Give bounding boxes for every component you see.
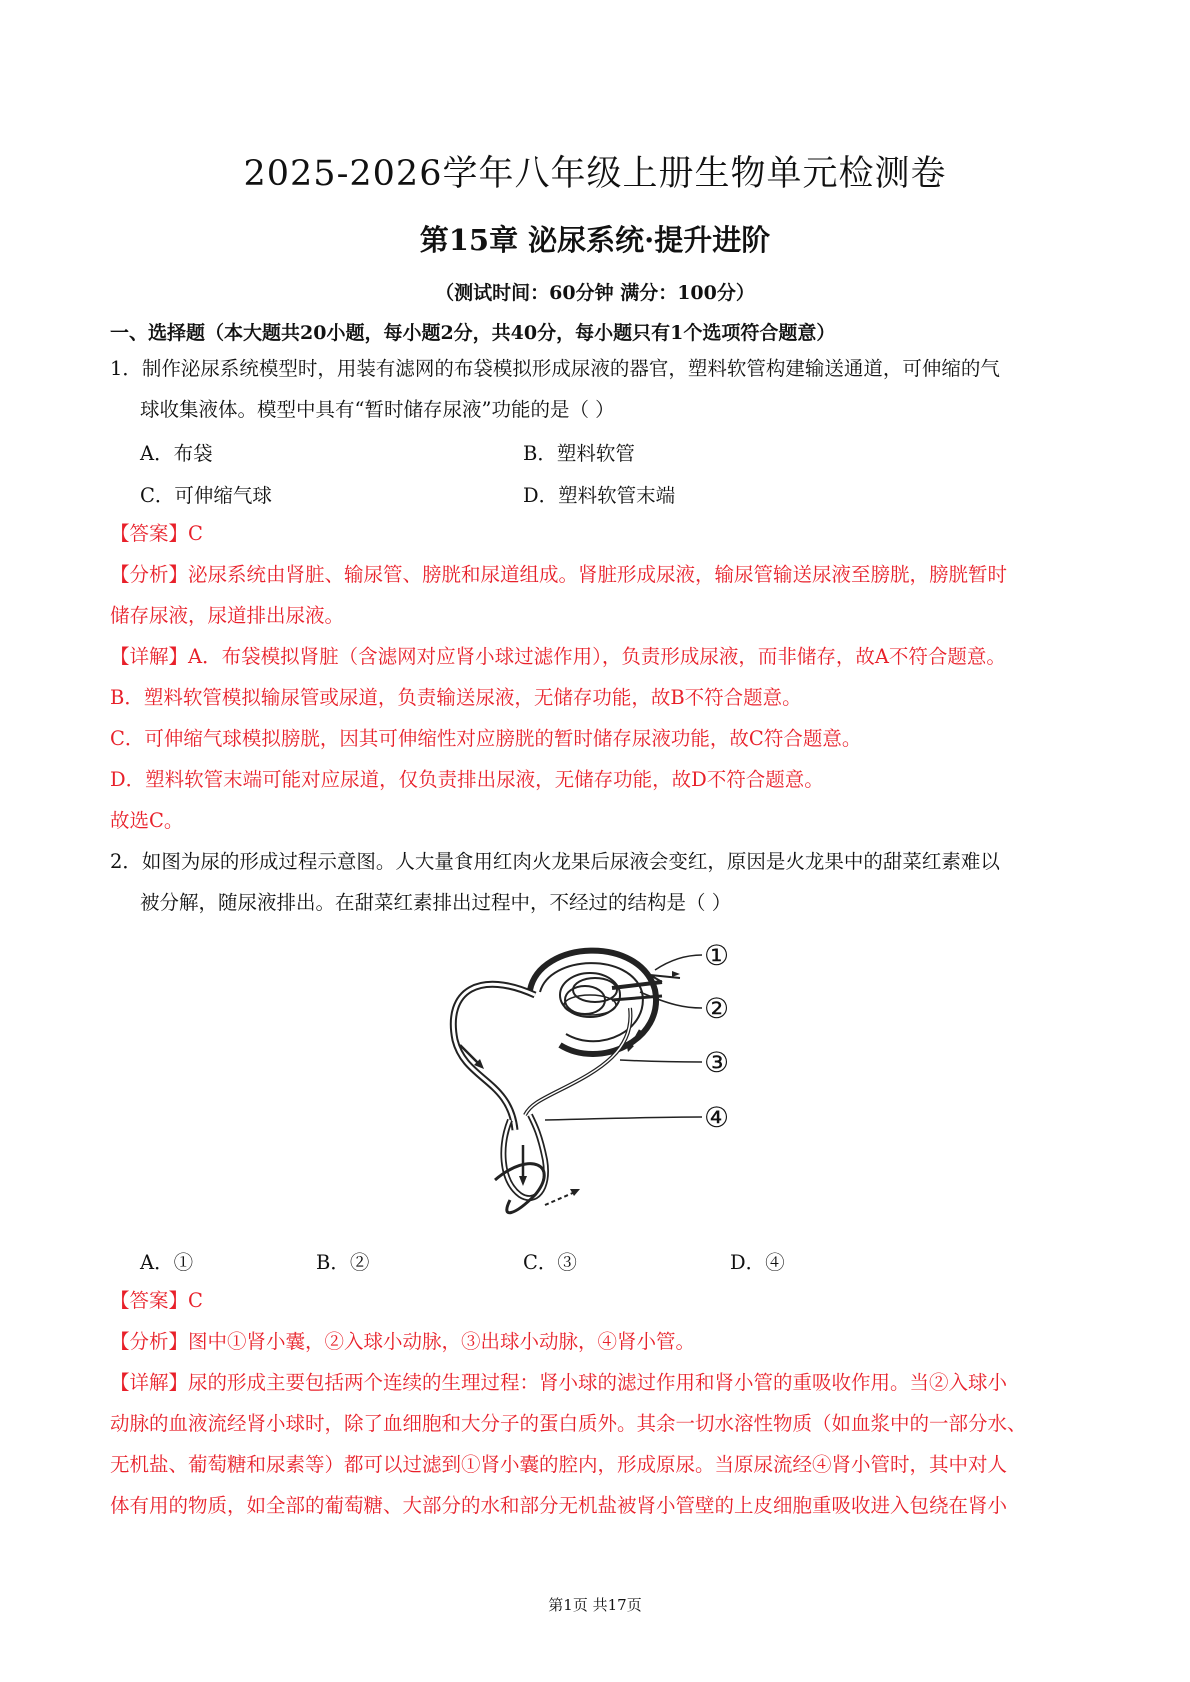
q2-option-c: C．③ bbox=[523, 1251, 577, 1274]
q2-option-d: D．④ bbox=[730, 1251, 785, 1274]
q1-option-c: C．可伸缩气球 bbox=[140, 484, 272, 507]
q1-detail-line3: C．可伸缩气球模拟膀胱，因其可伸缩性对应膀胱的暂时储存尿液功能，故C符合题意。 bbox=[110, 727, 862, 750]
page-title: 2025-2026学年八年级上册生物单元检测卷 bbox=[243, 154, 947, 194]
figure-label-4: ④ bbox=[704, 1101, 730, 1134]
exam-info: （测试时间：60分钟 满分：100分） bbox=[435, 282, 755, 304]
q1-option-d: D．塑料软管末端 bbox=[523, 484, 676, 507]
figure-label-1: ① bbox=[704, 939, 730, 972]
q2-detail-line2: 动脉的血液流经肾小球时，除了血细胞和大分子的蛋白质外。其余一切水溶性物质（如血浆中的一部分水、 bbox=[110, 1412, 1027, 1435]
section-heading: 一、选择题（本大题共20小题，每小题2分，共40分，每小题只有1个选项符合题意） bbox=[110, 322, 836, 344]
q1-analysis-line1: 【分析】泌尿系统由肾脏、输尿管、膀胱和尿道组成。肾脏形成尿液，输尿管输送尿液至膀胱，膀胱暂时 bbox=[110, 563, 1008, 586]
q1-detail-line4: D．塑料软管末端可能对应尿道，仅负责排出尿液，无储存功能，故D不符合题意。 bbox=[110, 768, 824, 791]
q1-answer: 【答案】C bbox=[110, 522, 203, 545]
q1-option-b: B．塑料软管 bbox=[523, 442, 635, 465]
q1-option-a: A．布袋 bbox=[140, 442, 213, 465]
q1-detail-line2: B．塑料软管模拟输尿管或尿道，负责输送尿液，无储存功能，故B不符合题意。 bbox=[110, 686, 802, 709]
q1-analysis-line2: 储存尿液，尿道排出尿液。 bbox=[110, 604, 345, 627]
q2-answer: 【答案】C bbox=[110, 1289, 203, 1312]
q1-conclusion: 故选C。 bbox=[110, 809, 184, 832]
q2-detail-line3: 无机盐、葡萄糖和尿素等）都可以过滤到①肾小囊的腔内，形成原尿。当原尿流经④肾小管时，其中对人 bbox=[110, 1453, 1008, 1476]
page-footer: 第1页 共17页 bbox=[548, 1596, 642, 1614]
q2-option-a: A．① bbox=[140, 1251, 194, 1274]
q2-stem-line2: 被分解，随尿液排出。在甜菜红素排出过程中，不经过的结构是（ ） bbox=[140, 891, 732, 914]
q1-stem-line1: 1．制作泌尿系统模型时，用装有滤网的布袋模拟形成尿液的器官，塑料软管构建输送通道，可伸缩的气 bbox=[110, 357, 1000, 380]
q2-stem-line1: 2．如图为尿的形成过程示意图。人大量食用红肉火龙果后尿液会变红，原因是火龙果中的甜菜红素难以 bbox=[110, 850, 1000, 873]
q1-stem-line2: 球收集液体。模型中具有“暂时储存尿液”功能的是（ ） bbox=[140, 398, 615, 421]
q1-detail-line1: 【详解】A．布袋模拟肾脏（含滤网对应肾小球过滤作用），负责形成尿液，而非储存，故A不符合题意。 bbox=[110, 645, 1006, 668]
q2-detail-line4: 体有用的物质，如全部的葡萄糖、大部分的水和部分无机盐被肾小管壁的上皮细胞重吸收进入包绕在肾小 bbox=[110, 1494, 1008, 1517]
q2-analysis: 【分析】图中①肾小囊，②入球小动脉，③出球小动脉，④肾小管。 bbox=[110, 1330, 696, 1353]
page-subtitle: 第15章 泌尿系统·提升进阶 bbox=[419, 223, 771, 257]
nephron-diagram bbox=[440, 930, 770, 1230]
figure-label-3: ③ bbox=[704, 1046, 730, 1079]
q2-detail-line1: 【详解】尿的形成主要包括两个连续的生理过程：肾小球的滤过作用和肾小管的重吸收作用。当②入球小 bbox=[110, 1371, 1008, 1394]
q2-option-b: B．② bbox=[316, 1251, 370, 1274]
figure-label-2: ② bbox=[704, 992, 730, 1025]
